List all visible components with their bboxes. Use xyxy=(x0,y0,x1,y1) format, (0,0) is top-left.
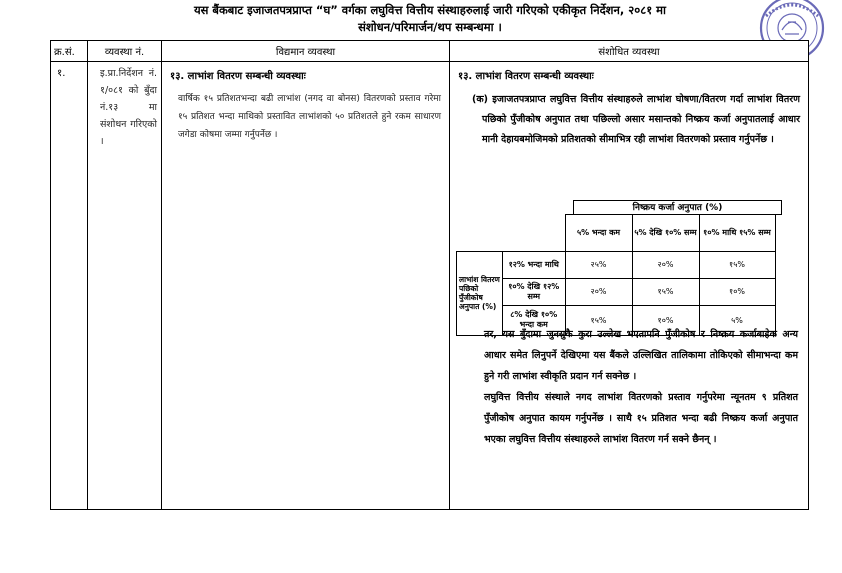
document-title xyxy=(60,2,800,36)
dividend-limit-cell: १५% xyxy=(699,251,775,278)
npl-column-header: १०% माथि १५% सम्म xyxy=(699,215,775,252)
revised-clause-a: (क) इजाजतपत्रप्राप्त लघुवित्त वित्तीय संस्थाहरुले लाभांश घोषणा/वितरण गर्दा लाभांश वितरण पछिको पुँजीकोष अनुपात तथा पछिल्लो असार मसान्तको निष्क्रय कर्जा अनुपातलाई आधार मानी देहायबमोजिमको प्रतिशतको सीमाभित्र रही लाभांश वितरणको प्रस्ताव गर्नुपर्नेछ । xyxy=(472,94,800,145)
npl-column-header: ५% देखि १०% सम्म xyxy=(632,215,699,252)
npl-column-header: ५% भन्दा कम xyxy=(565,215,632,252)
dividend-limit-cell: २०% xyxy=(632,251,699,278)
dividend-limit-table xyxy=(456,214,776,336)
title-line-2: संशोधन/परिमार्जन/थप सम्बन्धमा । xyxy=(358,20,502,34)
provision-number: इ.प्रा.निर्देशन नं. १/०८१ को बुँदा नं.१३ मा संशोधन गरिएको । xyxy=(88,62,162,510)
dividend-limit-cell: ५% xyxy=(699,305,775,335)
dividend-limit-cell: १०% xyxy=(632,305,699,335)
dividend-limit-cell: २५% xyxy=(565,251,632,278)
amendment-table xyxy=(50,40,809,510)
revised-heading: १३. लाभांश वितरण सम्बन्धी व्यवस्थाः xyxy=(458,71,594,82)
capital-ratio-row-label: १०% देखि १२% सम्म xyxy=(503,278,566,305)
header-provision-no: व्यवस्था नं. xyxy=(88,41,162,62)
dividend-limit-cell: १०% xyxy=(699,278,775,305)
revised-proviso: तर, यस बुँदामा जुनसुकै कुरा उल्लेख भएतापनि पुँजीकोष र निष्क्रय कर्जाबाहेक अन्य आधार समेत लिनुपर्ने देखिएमा यस बैंकले उल्लिखित तालिकामा तोकिएको सीमाभन्दा कम हुने गरी लाभांश स्वीकृति प्रदान गर्न सक्नेछ । xyxy=(484,329,798,382)
table-header-row xyxy=(51,41,809,62)
existing-heading: १३. लाभांश वितरण सम्बन्धी व्यवस्थाः xyxy=(170,71,306,82)
dividend-limit-cell: १५% xyxy=(565,305,632,335)
npl-ratio-title: निष्क्रय कर्जा अनुपात (%) xyxy=(573,200,782,215)
capital-ratio-row-label: १२% भन्दा माथि xyxy=(503,251,566,278)
existing-provision-cell xyxy=(162,62,450,510)
header-revised: संशोधित व्यवस्था xyxy=(450,41,809,62)
revised-cash-dividend-clause: लघुवित्त वित्तीय संस्थाले नगद लाभांश वितरणको प्रस्ताव गर्नुपरेमा न्यूनतम ९ प्रतिशत पुँजीकोष अनुपात कायम गर्नुपर्नेछ । साथै १५ प्रतिशत भन्दा बढी निष्क्रय कर्जा अनुपात भएका लघुवित्त वित्तीय संस्थाहरुले लाभांश वितरण गर्न सक्ने छैनन् । xyxy=(484,392,798,445)
dividend-limit-cell: १५% xyxy=(632,278,699,305)
serial-number: १. xyxy=(51,62,88,510)
revised-provision-cell xyxy=(450,62,809,510)
dividend-limit-cell: २०% xyxy=(565,278,632,305)
table-row xyxy=(51,62,809,510)
capital-ratio-row-label: ८% देखि १०% भन्दा कम xyxy=(503,305,566,335)
header-serial: क्र.सं. xyxy=(51,41,88,62)
title-line-1: यस बैंकबाट इजाजतपत्रप्राप्त “घ” वर्गका लघुवित्त वित्तीय संस्थाहरुलाई जारी गरिएको एकीकृत निर्देशन, २०८१ मा xyxy=(193,3,667,17)
capital-ratio-band-label: लाभांश वितरण पछिको पुँजीकोष अनुपात (%) xyxy=(457,251,503,335)
existing-body: वार्षिक १५ प्रतिशतभन्दा बढी लाभांश (नगद वा बोनस) वितरणको प्रस्ताव गरेमा १५ प्रतिशत भन्दा माथिको प्रस्तावित लाभांशको ५० प्रतिशतले हुने रकम साधारण जगेडा कोषमा जम्मा गर्नुपर्नेछ । xyxy=(178,94,441,140)
header-existing: विद्यमान व्यवस्था xyxy=(162,41,450,62)
